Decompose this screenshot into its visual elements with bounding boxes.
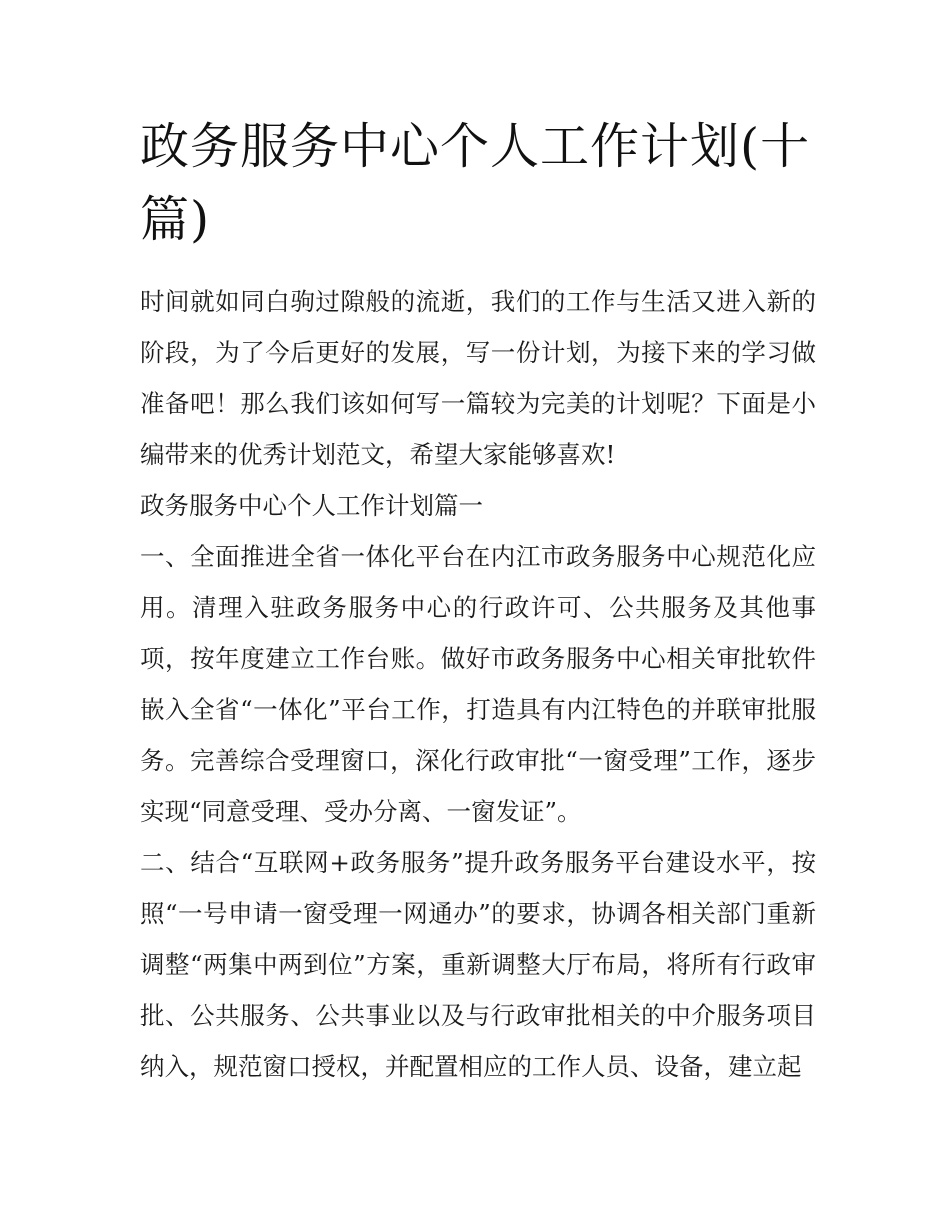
- intro-paragraph: 时间就如同白驹过隙般的流逝，我们的工作与生活又进入新的阶段，为了今后更好的发展，写一份计划，为接下来的学习做准备吧！那么我们该如何写一篇较为完美的计划呢？下面是小编带来的优秀计划范文，希望大家能够喜欢!: [140, 287, 816, 469]
- body-paragraph-2: 二、结合“互联网+政务服务”提升政务服务平台建设水平，按照“一号申请一窗受理一网通办”的要求，协调各相关部门重新调整“两集中两到位”方案，重新调整大厅布局，将所有行政审批、公共服务、公共事业以及与行政审批相关的中介服务项目纳入，规范窗口授权，并配置相应的工作人员、设备，建立起: [140, 848, 816, 1081]
- section-heading: 政务服务中心个人工作计划篇一: [140, 491, 483, 520]
- document-title: 政务服务中心个人工作计划(十篇): [140, 118, 811, 248]
- document-page: [140, 110, 816, 1092]
- body-paragraph-1: 一、全面推进全省一体化平台在内江市政务服务中心规范化应用。清理入驻政务服务中心的行政许可、公共服务及其他事项，按年度建立工作台账。做好市政务服务中心相关审批软件嵌入全省“一体化”平台工作，打造具有内江特色的并联审批服务。完善综合受理窗口，深化行政审批“一窗受理”工作，逐步实现“同意受理、受办分离、一窗发证”。: [140, 542, 816, 826]
